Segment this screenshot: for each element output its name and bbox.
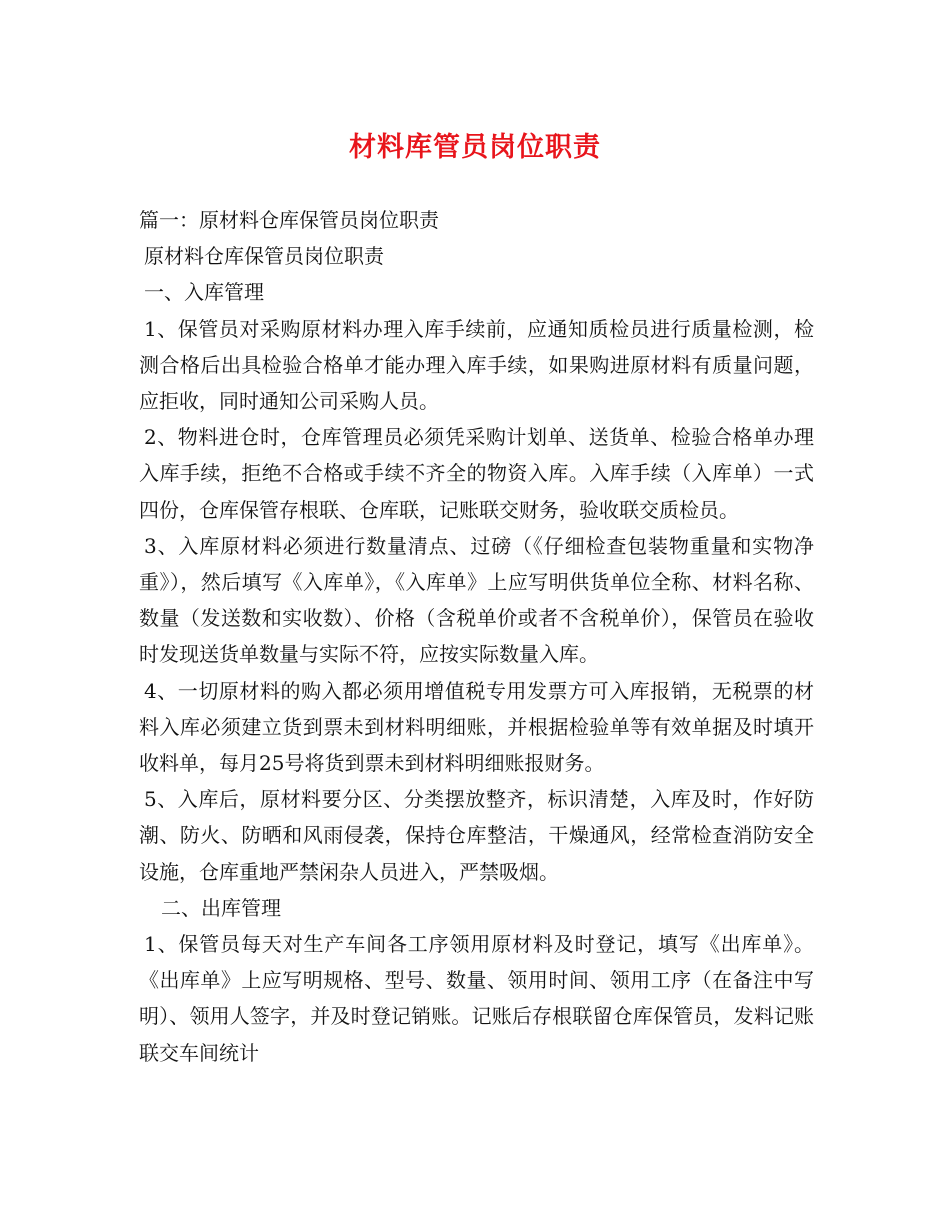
heading-inbound: 一、入库管理: [144, 280, 264, 305]
paragraph-inbound-5: 5、入库后，原材料要分区、分类摆放整齐，标识清楚，入库及时，作好防潮、防火、防晒和风雨侵袭，保持仓库整洁，干燥通风，经常检查消防安全设施，仓库重地严禁闲杂人员进入，严禁吸烟。: [139, 787, 814, 884]
chapter-heading: 篇一：原材料仓库保管员岗位职责: [139, 208, 439, 232]
document-title: 材料库管员岗位职责: [349, 132, 601, 163]
paragraph-inbound-2: 2、物料进仓时，仓库管理员必须凭采购计划单、送货单、检验合格单办理入库手续，拒绝不合格或手续不齐全的物资入库。入库手续（入库单）一式四份，仓库保管存根联、仓库联，记账联交财务，验收联交质检员。: [139, 425, 814, 522]
document-body: [139, 202, 814, 1071]
paragraph-outbound-1: 1、保管员每天对生产车间各工序领用原材料及时登记，填写《出库单》。《出库单》上应写明规格、型号、数量、领用时间、领用工序（在备注中写明）、领用人签字，并及时登记销账。记账后存根联留仓库保管员，发料记账联交车间统计: [139, 932, 814, 1065]
paragraph-inbound-4: 4、一切原材料的购入都必须用增值税专用发票方可入库报销，无税票的材料入库必须建立货到票未到材料明细账，并根据检验单等有效单据及时填开收料单，每月25号将货到票未到材料明细账报财务。: [139, 678, 814, 776]
section-title: 原材料仓库保管员岗位职责: [144, 244, 384, 269]
paragraph-inbound-1: 1、保管员对采购原材料办理入库手续前，应通知质检员进行质量检测，检测合格后出具检验合格单才能办理入库手续，如果购进原材料有质量问题，应拒收，同时通知公司采购人员。: [139, 316, 814, 414]
heading-outbound: 二、出库管理: [161, 895, 281, 920]
paragraph-inbound-3: 3、入库原材料必须进行数量清点、过磅（《仔细检查包装物重量和实物净重》），然后填写《入库单》，《入库单》上应写明供货单位全称、材料名称、数量（发送数和实收数）、价格（含税单价或者不含税单价），保管员在验收时发现送货单数量与实际不符，应按实际数量入库。: [139, 533, 814, 667]
